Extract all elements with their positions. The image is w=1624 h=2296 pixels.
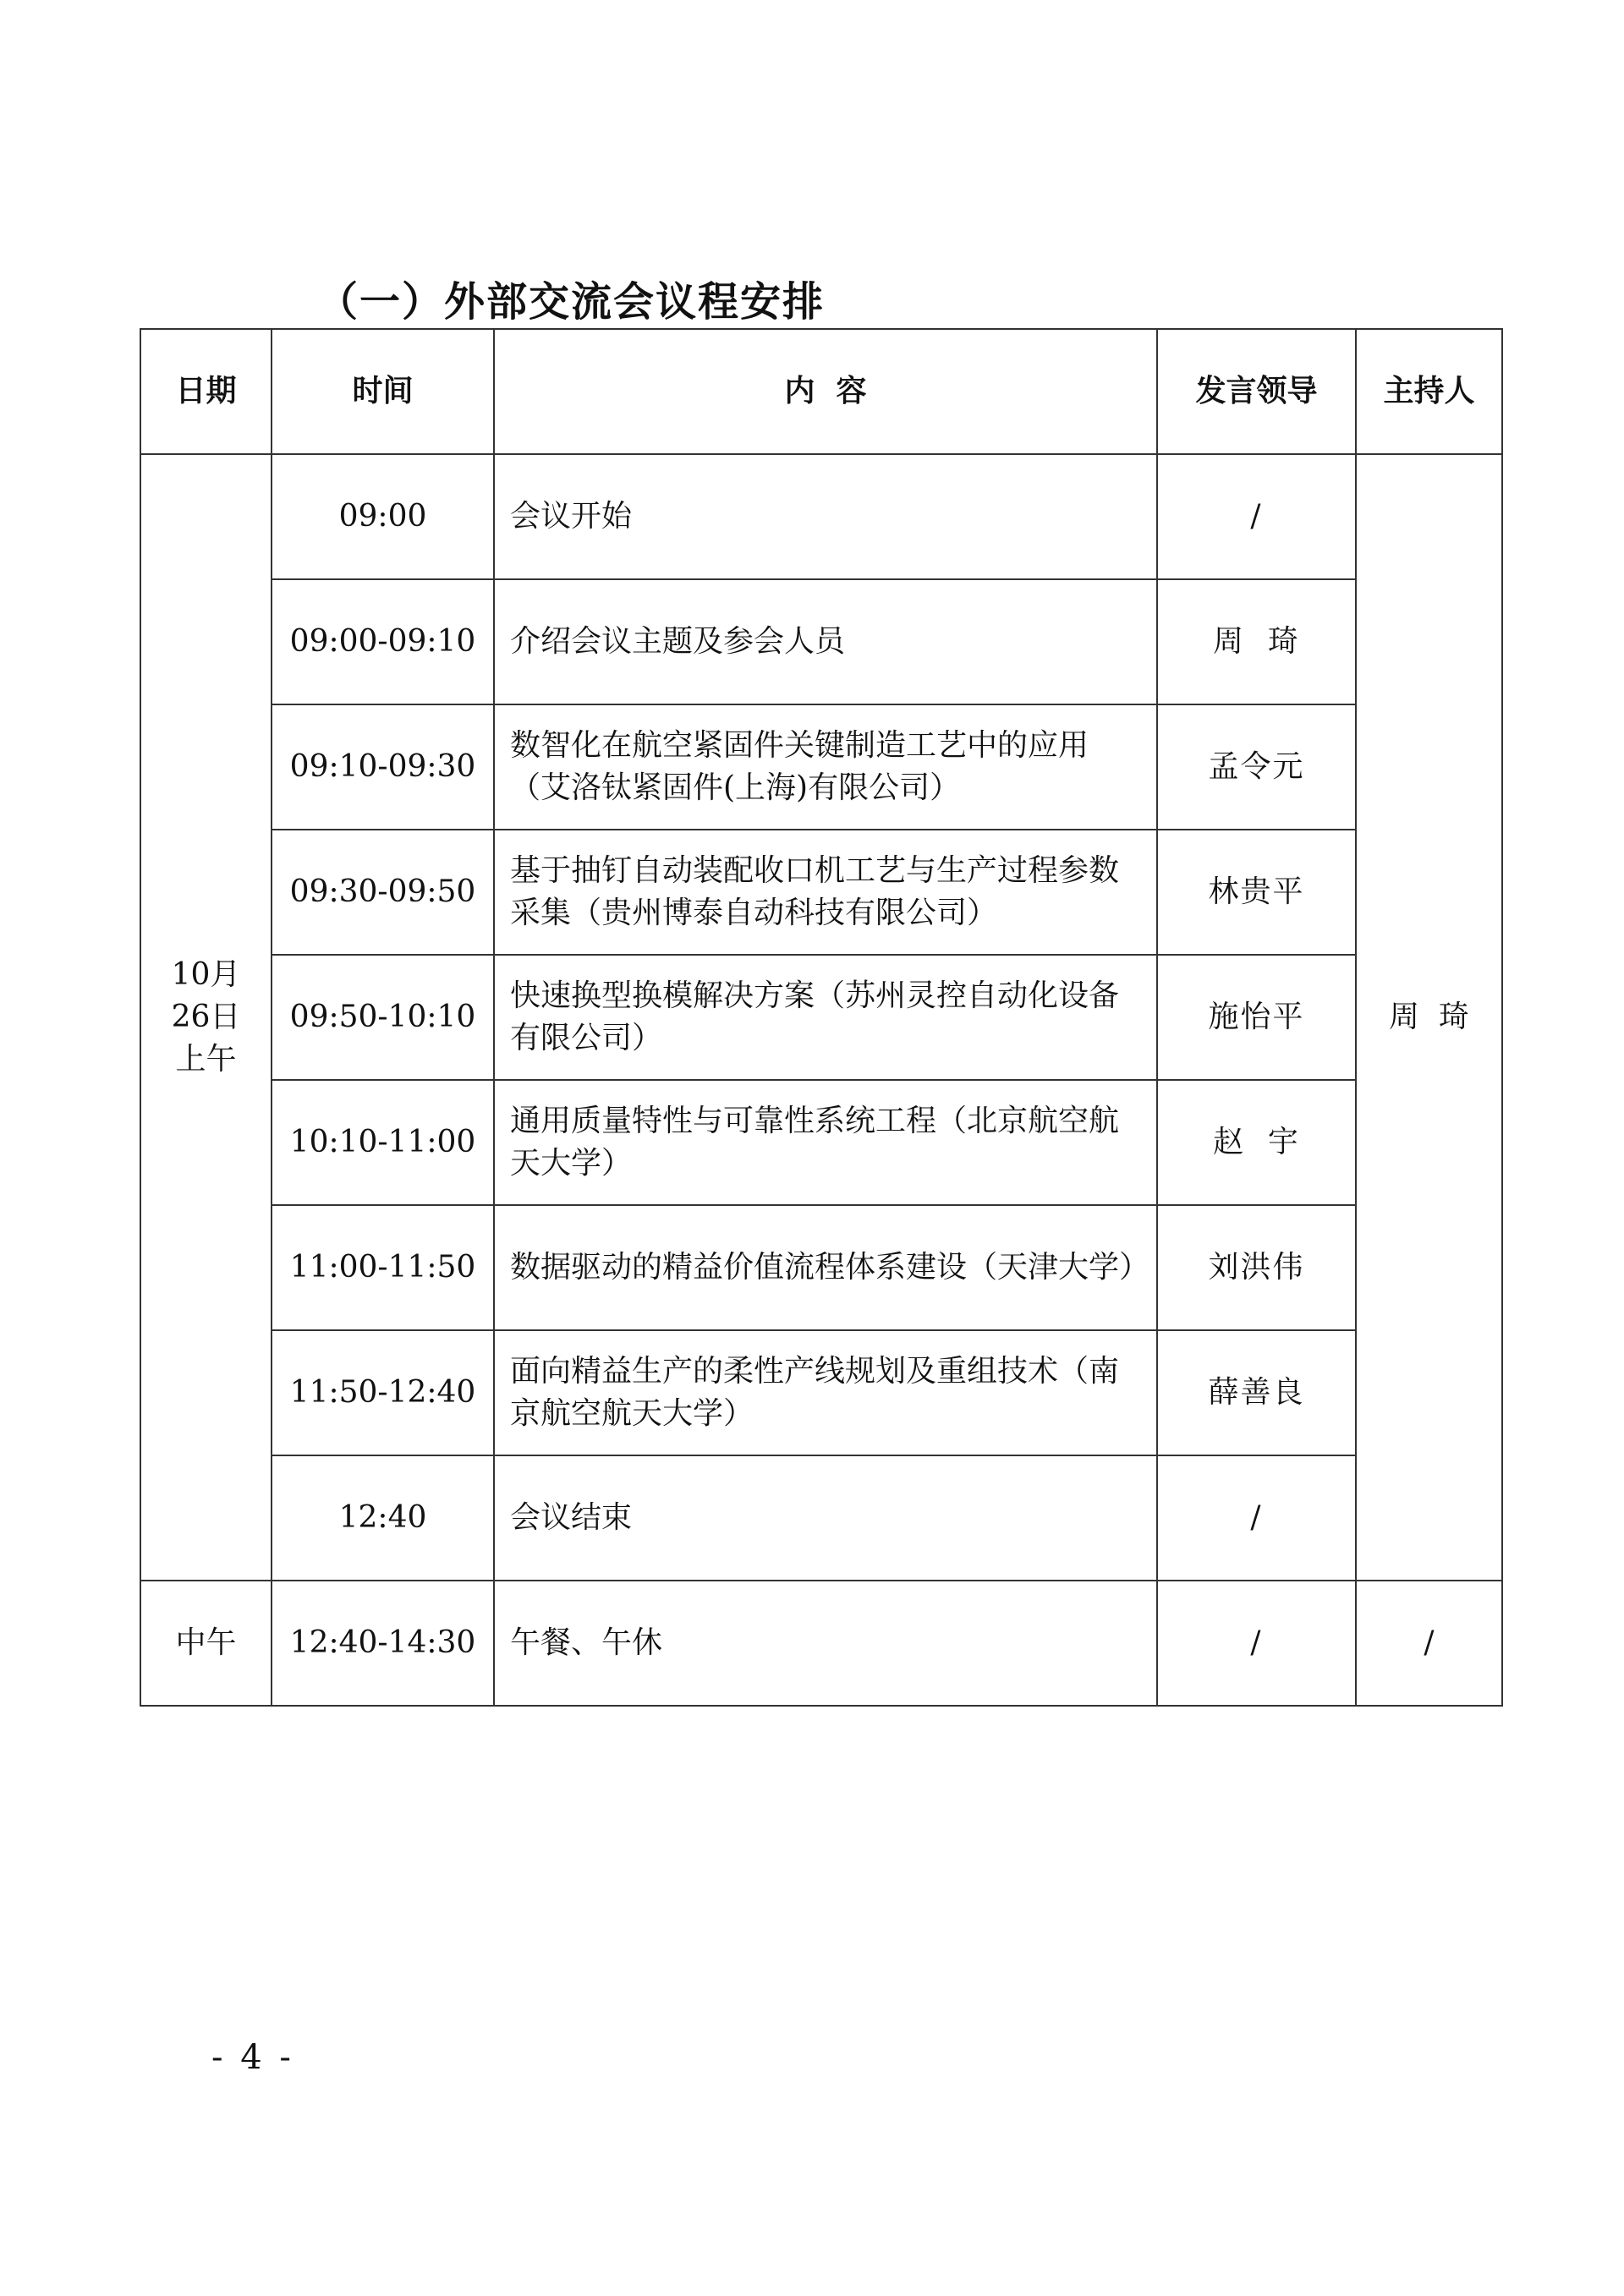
- host-cell-noon: /: [1356, 1581, 1502, 1706]
- date-day: 26日: [171, 1000, 241, 1034]
- date-cell-morning: [140, 454, 272, 1581]
- speaker-cell: 孟令元: [1157, 704, 1356, 830]
- table-row: [140, 454, 1502, 579]
- speaker-cell: /: [1157, 1455, 1356, 1581]
- table-row: [140, 1455, 1502, 1581]
- page-number: - 4 -: [211, 2038, 294, 2077]
- table-row: [140, 1080, 1502, 1205]
- time-cell: 10:10-11:00: [272, 1080, 494, 1205]
- date-month: 10月: [171, 957, 241, 992]
- time-cell: 09:00: [272, 454, 494, 579]
- time-cell: 09:10-09:30: [272, 704, 494, 830]
- speaker-cell: 林贵平: [1157, 830, 1356, 955]
- time-cell: 09:50-10:10: [272, 955, 494, 1080]
- date-cell-noon: 中午: [140, 1581, 272, 1706]
- content-cell: 快速换型换模解决方案（苏州灵控自动化设备有限公司）: [494, 955, 1157, 1080]
- table-row: [140, 704, 1502, 830]
- header-content: 内 容: [494, 329, 1157, 454]
- header-date: 日期: [140, 329, 272, 454]
- header-host: 主持人: [1356, 329, 1502, 454]
- speaker-cell: 薛善良: [1157, 1330, 1356, 1455]
- header-speaker: 发言领导: [1157, 329, 1356, 454]
- table-row: [140, 579, 1502, 704]
- time-cell: 11:00-11:50: [272, 1205, 494, 1330]
- table-row: [140, 1330, 1502, 1455]
- table-row: [140, 830, 1502, 955]
- table-row: [140, 1205, 1502, 1330]
- table-row: [140, 955, 1502, 1080]
- time-cell: 09:00-09:10: [272, 579, 494, 704]
- speaker-cell: /: [1157, 454, 1356, 579]
- agenda-table: [140, 328, 1503, 1707]
- speaker-cell: 施怡平: [1157, 955, 1356, 1080]
- content-cell: 数据驱动的精益价值流程体系建设（天津大学）: [494, 1205, 1157, 1330]
- content-cell: 通用质量特性与可靠性系统工程（北京航空航天大学）: [494, 1080, 1157, 1205]
- content-cell: 数智化在航空紧固件关键制造工艺中的应用（艾洛钛紧固件(上海)有限公司）: [494, 704, 1157, 830]
- content-cell: 面向精益生产的柔性产线规划及重组技术（南京航空航天大学）: [494, 1330, 1157, 1455]
- section-title: （一）外部交流会议程安排: [317, 278, 826, 326]
- speaker-cell: 周 琦: [1157, 579, 1356, 704]
- date-period: 上午: [175, 1042, 237, 1077]
- time-cell: 12:40-14:30: [272, 1581, 494, 1706]
- content-cell: 会议开始: [494, 454, 1157, 579]
- time-cell: 09:30-09:50: [272, 830, 494, 955]
- speaker-cell: 刘洪伟: [1157, 1205, 1356, 1330]
- host-cell-morning: 周 琦: [1356, 454, 1502, 1581]
- content-cell: 基于抽钉自动装配收口机工艺与生产过程参数采集（贵州博泰自动科技有限公司）: [494, 830, 1157, 955]
- speaker-cell: /: [1157, 1581, 1356, 1706]
- content-cell: 会议结束: [494, 1455, 1157, 1581]
- content-cell: 午餐、午休: [494, 1581, 1157, 1706]
- table-row-noon: [140, 1581, 1502, 1706]
- time-cell: 11:50-12:40: [272, 1330, 494, 1455]
- time-cell: 12:40: [272, 1455, 494, 1581]
- content-cell: 介绍会议主题及参会人员: [494, 579, 1157, 704]
- header-time: 时间: [272, 329, 494, 454]
- table-header-row: [140, 329, 1502, 454]
- speaker-cell: 赵 宇: [1157, 1080, 1356, 1205]
